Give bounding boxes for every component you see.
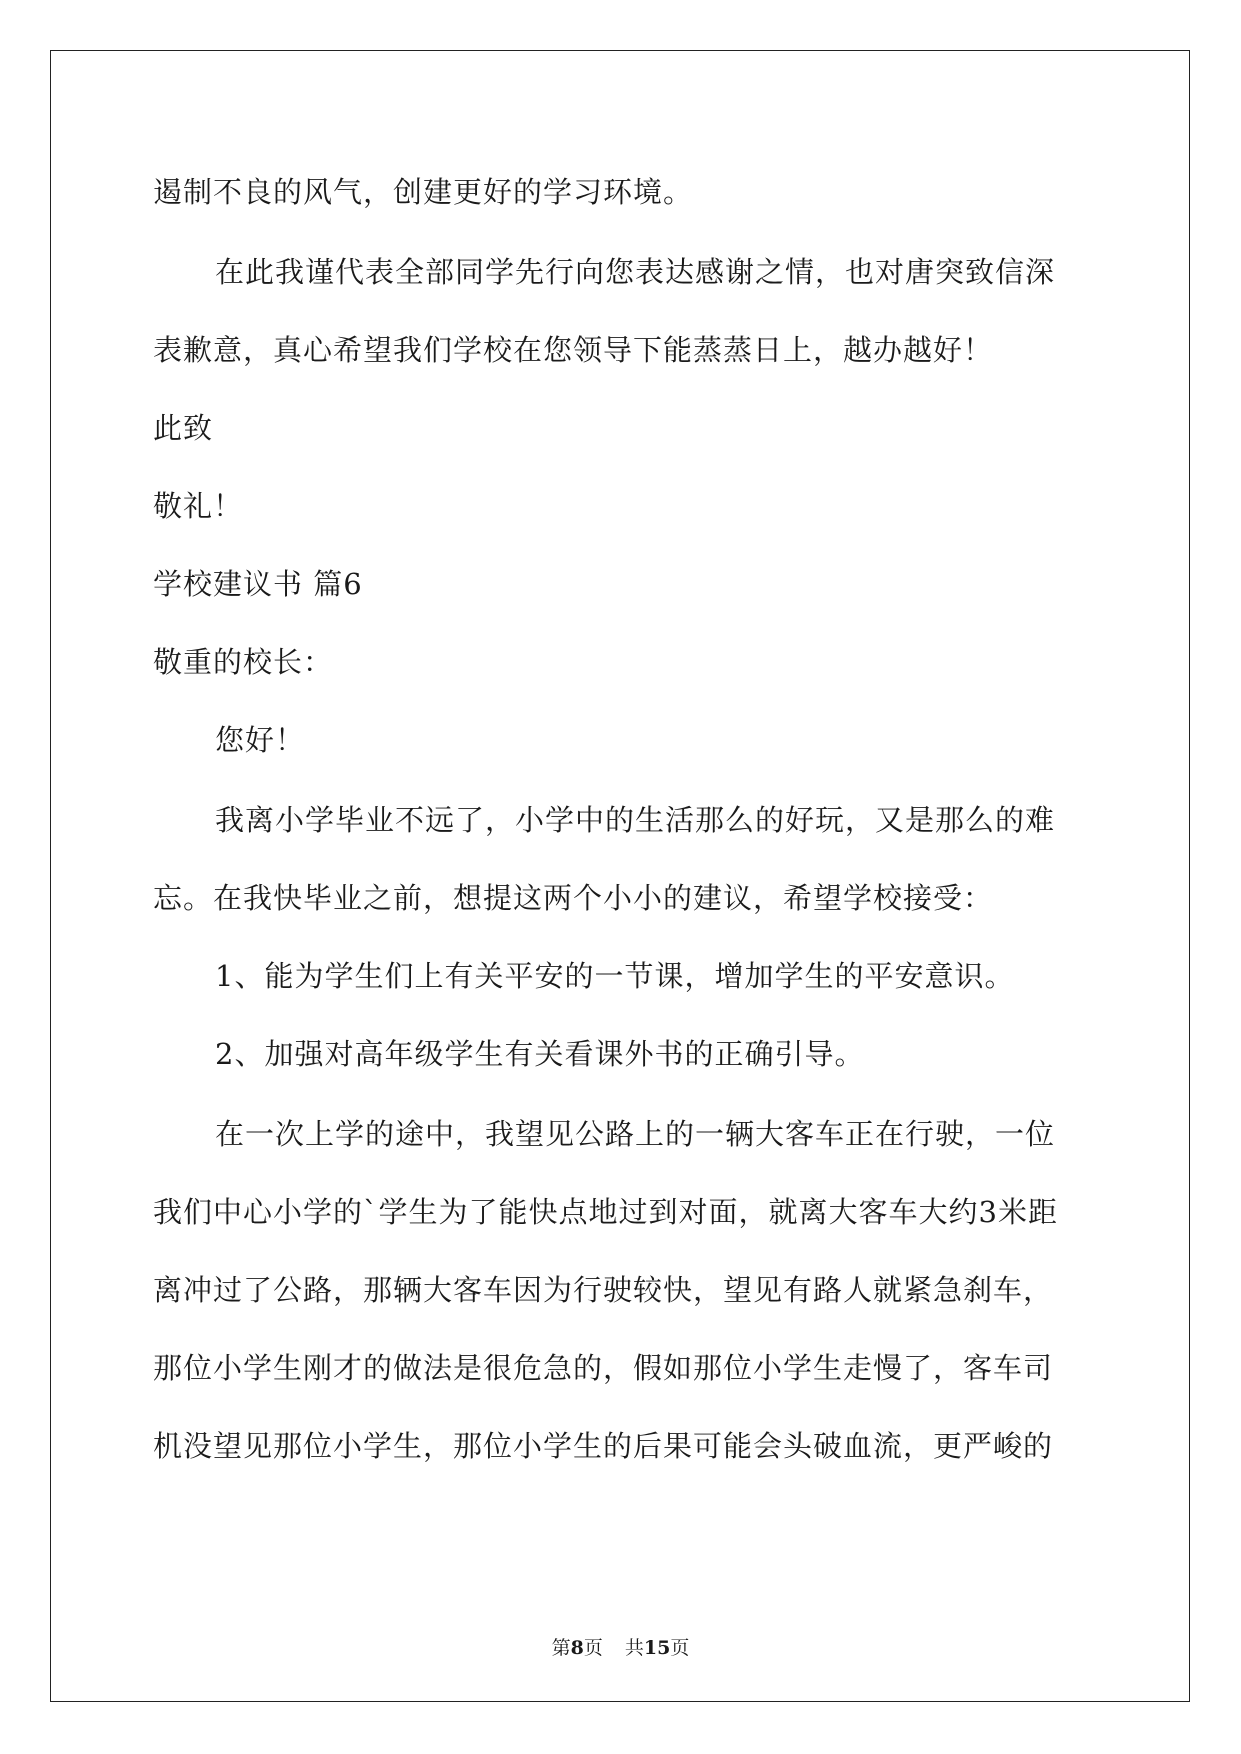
total-prefix: 共 bbox=[624, 1637, 644, 1659]
body-line-1: 遏制不良的风气，创建更好的学习环境。 bbox=[153, 175, 694, 209]
page-total: 15 bbox=[643, 1637, 671, 1659]
letter-greeting: 敬重的校长： bbox=[153, 645, 334, 679]
suggestion-2: 2、加强对高年级学生有关看课外书的正确引导。 bbox=[215, 1037, 865, 1071]
body-line-2: 在此我谨代表全部同学先行向您表达感谢之情，也对唐突致信深 bbox=[215, 255, 1056, 289]
section-heading: 学校建议书 篇6 bbox=[153, 567, 363, 601]
letter-hello: 您好！ bbox=[215, 723, 306, 757]
body-line-13: 在一次上学的途中，我望见公路上的一辆大客车正在行驶，一位 bbox=[215, 1117, 1056, 1151]
page-footer bbox=[0, 1636, 1241, 1660]
body-line-9: 我离小学毕业不远了，小学中的生活那么的好玩，又是那么的难 bbox=[215, 803, 1056, 837]
body-line-17: 机没望见那位小学生，那位小学生的后果可能会头破血流，更严峻的 bbox=[153, 1429, 1054, 1463]
page-current: 8 bbox=[570, 1637, 584, 1659]
total-suffix: 页 bbox=[670, 1637, 690, 1659]
body-line-16: 那位小学生刚才的做法是很危急的，假如那位小学生走慢了，客车司 bbox=[153, 1351, 1054, 1385]
closing-respects: 敬礼！ bbox=[153, 489, 244, 523]
suggestion-1: 1、能为学生们上有关平安的一节课，增加学生的平安意识。 bbox=[215, 959, 1015, 993]
body-line-10: 忘。在我快毕业之前，想提这两个小小的建议，希望学校接受： bbox=[153, 881, 994, 915]
page-suffix: 页 bbox=[583, 1637, 603, 1659]
body-line-14: 我们中心小学的`学生为了能快点地过到对面，就离大客车大约3米距 bbox=[153, 1195, 1058, 1229]
closing-salutation: 此致 bbox=[153, 411, 214, 445]
page-prefix: 第 bbox=[551, 1637, 571, 1659]
body-line-15: 离冲过了公路，那辆大客车因为行驶较快，望见有路人就紧急刹车， bbox=[153, 1273, 1054, 1307]
body-line-3: 表歉意，真心希望我们学校在您领导下能蒸蒸日上，越办越好！ bbox=[153, 333, 994, 367]
